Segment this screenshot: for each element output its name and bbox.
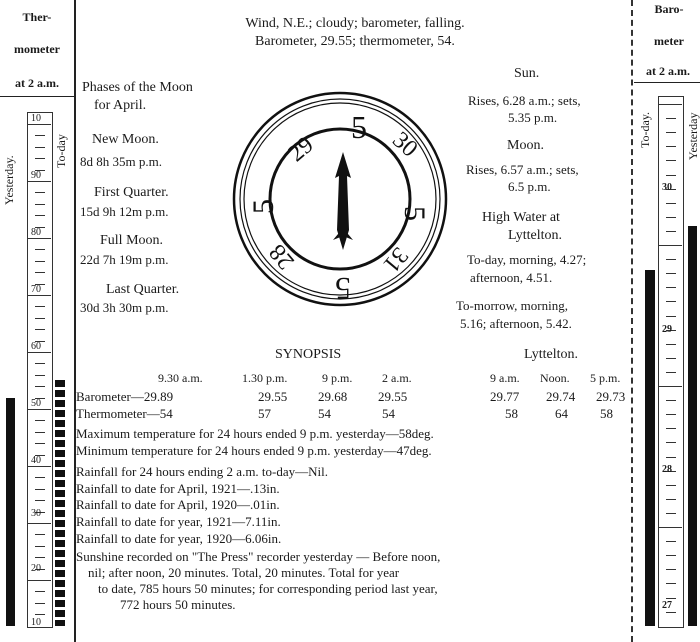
scale-tick	[666, 513, 676, 514]
barometer-yesterday-label: Yesterday	[686, 112, 700, 160]
thermometer-yesterday-label: Yesterday.	[2, 155, 16, 205]
right-column-rule	[631, 0, 633, 642]
barometer-title-1: Baro-	[654, 2, 684, 16]
thermometer-scale-label: 10	[31, 113, 41, 124]
scale-tick	[666, 598, 676, 599]
thermometer-today-bar	[55, 380, 65, 626]
scale-tick	[35, 147, 45, 148]
thermometer-yesterday-bar	[6, 398, 15, 626]
scale-tick	[658, 527, 682, 528]
moon-line-2: 6.5 p.m.	[508, 179, 551, 194]
lyttelton-column-header: Noon.	[540, 371, 570, 385]
barometer-reading: 29.68	[318, 389, 348, 404]
thermometer-row-label: Thermometer—54	[76, 406, 173, 421]
scale-tick	[666, 499, 676, 500]
thermometer-scale-label: 60	[31, 341, 41, 352]
column-header: 9.30 a.m.	[158, 371, 203, 385]
barometer-yesterday-bar	[688, 226, 697, 626]
scale-tick	[666, 583, 676, 584]
scale-tick	[35, 591, 45, 592]
thermometer-scale-label: 50	[31, 398, 41, 409]
thermometer-reading: 54	[318, 406, 331, 421]
high-water-tomorrow-1: To-morrow, morning,	[456, 298, 568, 313]
scale-tick	[35, 306, 45, 307]
thermometer-scale-label: 40	[31, 455, 41, 466]
scale-tick	[35, 215, 45, 216]
scale-tick	[666, 259, 676, 260]
dial-number: 28	[264, 238, 300, 275]
dial-number: 29	[283, 131, 319, 168]
column-header: 2 a.m.	[382, 371, 412, 385]
high-water-today-2: afternoon, 4.51.	[470, 270, 553, 285]
lyttelton-thermometer-reading: 64	[555, 406, 568, 421]
barometer-scale-label: 30	[662, 182, 672, 193]
new-moon-time: 8d 8h 35m p.m.	[80, 154, 162, 169]
barometer-reading: 29.55	[258, 389, 288, 404]
scale-tick	[35, 318, 45, 319]
scale-tick	[35, 386, 45, 387]
scale-tick	[666, 428, 676, 429]
lyttelton-barometer-reading: 29.73	[596, 389, 626, 404]
scale-tick	[666, 414, 676, 415]
scale-tick	[27, 409, 51, 410]
scale-tick	[666, 612, 676, 613]
last-quarter-time: 30d 3h 30m p.m.	[80, 300, 169, 315]
barometer-scale-label: 28	[662, 464, 672, 475]
thermometer-title-rule	[0, 96, 74, 97]
moon-line-1: Rises, 6.57 a.m.; sets,	[466, 162, 579, 177]
dial-number: 5	[335, 271, 351, 307]
rainfall-24h: Rainfall for 24 hours ending 2 a.m. to-day—Nil.	[76, 464, 329, 479]
scale-tick	[666, 372, 676, 373]
dial-number: 5	[351, 109, 367, 145]
scale-tick	[666, 146, 676, 147]
scale-tick	[658, 245, 682, 246]
sun-title: Sun.	[514, 66, 540, 81]
lyttelton-title: Lyttelton.	[524, 347, 579, 362]
scale-tick	[35, 363, 45, 364]
scale-tick	[35, 420, 45, 421]
barometer-scale-label: 29	[662, 324, 672, 335]
thermometer-title-3: at 2 a.m.	[15, 76, 59, 90]
scale-tick	[35, 500, 45, 501]
scale-tick	[666, 541, 676, 542]
dial-number: 31	[377, 242, 414, 278]
scale-tick	[666, 132, 676, 133]
thermometer-scale-label: 90	[31, 170, 41, 181]
column-header: 1.30 p.m.	[242, 371, 288, 385]
thermometer-scale-label: 20	[31, 563, 41, 574]
barometer-scale-label: 27	[662, 600, 672, 611]
last-quarter-label: Last Quarter.	[106, 282, 180, 297]
scale-tick	[35, 204, 45, 205]
synopsis-title: SYNOPSIS	[275, 347, 342, 362]
dial-number: 30	[387, 127, 423, 163]
scale-tick	[666, 217, 676, 218]
barometer-title-3: at 2 a.m.	[646, 64, 690, 78]
scale-tick	[666, 400, 676, 401]
moon-phases-subtitle: for April.	[94, 98, 147, 113]
scale-tick	[666, 301, 676, 302]
thermometer-scale-label: 70	[31, 284, 41, 295]
thermometer-scale-label: 10	[31, 617, 41, 628]
scale-tick	[666, 160, 676, 161]
column-header: 9 p.m.	[322, 371, 353, 385]
sunshine-line-1: Sunshine recorded on "The Press" recorder yesterday — Before noon,	[76, 549, 441, 564]
scale-tick	[35, 477, 45, 478]
high-water-place: Lyttelton.	[508, 228, 563, 243]
scale-tick	[666, 118, 676, 119]
scale-tick	[658, 386, 682, 387]
lyttelton-column-header: 9 a.m.	[490, 371, 520, 385]
scale-tick	[35, 135, 45, 136]
min-temperature: Minimum temperature for 24 hours ended 9 p.m. yesterday—47deg.	[76, 443, 432, 458]
weather-dial	[231, 90, 449, 308]
barometer-today-label: To-day.	[638, 111, 652, 148]
scale-tick	[35, 375, 45, 376]
sunshine-line-3: to date, 785 hours 50 minutes; for corresponding period last year,	[98, 581, 438, 596]
lyttelton-barometer-reading: 29.74	[546, 389, 576, 404]
rainfall-year-1920: Rainfall to date for year, 1920—6.06in.	[76, 531, 282, 546]
thermometer-scale-label: 80	[31, 227, 41, 238]
scale-tick	[35, 489, 45, 490]
scale-tick	[666, 485, 676, 486]
thermometer-title-2: mometer	[14, 42, 60, 56]
scale-tick	[27, 181, 51, 182]
scale-tick	[35, 603, 45, 604]
scale-tick	[35, 534, 45, 535]
scale-tick	[666, 273, 676, 274]
thermometer-scale-label: 30	[31, 508, 41, 519]
scale-tick	[666, 442, 676, 443]
scale-tick	[666, 358, 676, 359]
barometer-title-rule	[634, 82, 700, 83]
scale-tick	[27, 466, 51, 467]
dial-number: 5	[247, 199, 280, 214]
moon-phases-title: Phases of the Moon	[82, 80, 193, 95]
lyttelton-barometer-reading: 29.77	[490, 389, 520, 404]
thermometer-scale	[27, 112, 53, 628]
lyttelton-thermometer-reading: 58	[505, 406, 518, 421]
first-quarter-label: First Quarter.	[94, 185, 169, 200]
scale-tick	[666, 231, 676, 232]
header-line-2: Barometer, 29.55; thermometer, 54.	[255, 34, 455, 49]
scale-tick	[35, 272, 45, 273]
moon-title: Moon.	[507, 138, 544, 153]
scale-tick	[666, 344, 676, 345]
max-temperature: Maximum temperature for 24 hours ended 9 p.m. yesterday—58deg.	[76, 426, 434, 441]
barometer-title-2: meter	[654, 34, 684, 48]
scale-tick	[35, 261, 45, 262]
sun-line-1: Rises, 6.28 a.m.; sets,	[468, 93, 581, 108]
scale-tick	[666, 203, 676, 204]
scale-tick	[27, 124, 51, 125]
scale-tick	[658, 104, 682, 105]
scale-tick	[35, 557, 45, 558]
dial-arrow-icon	[333, 152, 353, 250]
scale-tick	[666, 457, 676, 458]
scale-tick	[35, 329, 45, 330]
high-water-tomorrow-2: 5.16; afternoon, 5.42.	[460, 316, 572, 331]
scale-tick	[35, 249, 45, 250]
thermometer-reading: 54	[382, 406, 395, 421]
scale-tick	[27, 295, 51, 296]
barometer-reading: 29.55	[378, 389, 408, 404]
full-moon-time: 22d 7h 19m p.m.	[80, 252, 169, 267]
scale-tick	[27, 238, 51, 239]
scale-tick	[666, 555, 676, 556]
scale-tick	[27, 580, 51, 581]
rainfall-april-1921: Rainfall to date for April, 1921—.13in.	[76, 481, 280, 496]
barometer-today-bar	[645, 270, 655, 626]
scale-tick	[35, 432, 45, 433]
rainfall-year-1921: Rainfall to date for year, 1921—7.11in.	[76, 514, 281, 529]
sunshine-line-4: 772 hours 50 minutes.	[120, 597, 236, 612]
high-water-today-1: To-day, morning, 4.27;	[467, 252, 587, 267]
scale-tick	[35, 614, 45, 615]
scale-tick	[35, 443, 45, 444]
barometer-row-label: Barometer—29.89	[76, 389, 174, 404]
dial-number: 5	[398, 206, 431, 221]
thermometer-title-1: Ther-	[22, 10, 52, 24]
scale-tick	[666, 175, 676, 176]
sun-line-2: 5.35 p.m.	[508, 110, 558, 125]
full-moon-label: Full Moon.	[100, 233, 164, 248]
new-moon-label: New Moon.	[92, 132, 159, 147]
high-water-title: High Water at	[482, 210, 560, 225]
sunshine-line-2: nil; after noon, 20 minutes. Total, 20 minutes. Total for year	[88, 565, 400, 580]
scale-tick	[27, 523, 51, 524]
lyttelton-thermometer-reading: 58	[600, 406, 613, 421]
scale-tick	[35, 546, 45, 547]
scale-tick	[35, 158, 45, 159]
barometer-scale	[658, 96, 684, 628]
scale-tick	[666, 316, 676, 317]
scale-tick	[666, 569, 676, 570]
lyttelton-column-header: 5 p.m.	[590, 371, 621, 385]
first-quarter-time: 15d 9h 12m p.m.	[80, 204, 169, 219]
header-line-1: Wind, N.E.; cloudy; barometer, falling.	[245, 16, 465, 31]
thermometer-reading: 57	[258, 406, 271, 421]
scale-tick	[35, 192, 45, 193]
thermometer-today-label: To-day	[54, 134, 68, 168]
scale-tick	[27, 352, 51, 353]
scale-tick	[666, 287, 676, 288]
rainfall-april-1920: Rainfall to date for April, 1920—.01in.	[76, 497, 280, 512]
